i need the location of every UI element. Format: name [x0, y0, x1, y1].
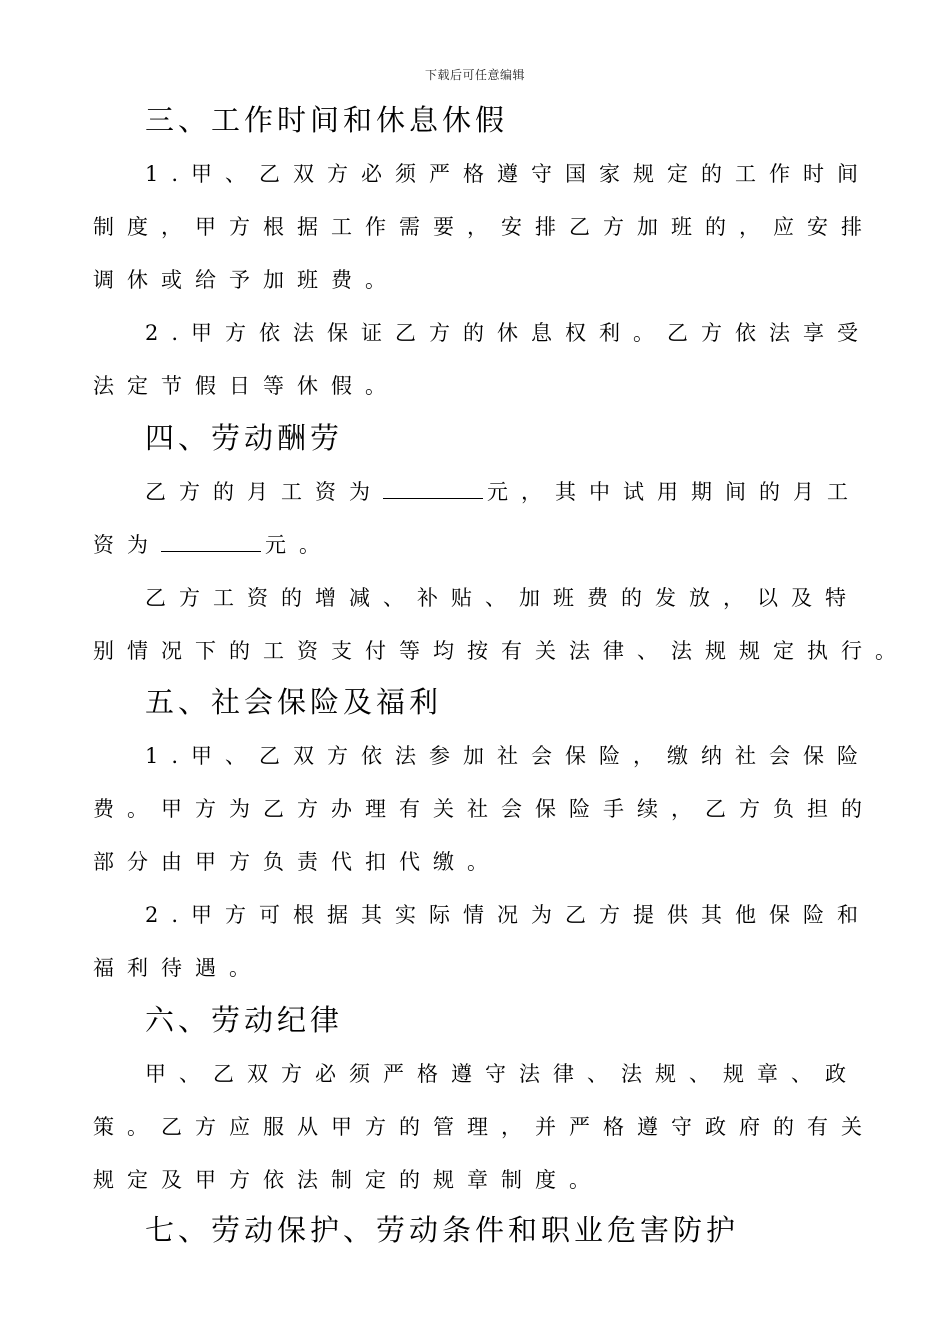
section-4-paragraph-1-line-2 [93, 529, 333, 559]
section-4-paragraph-2-line-2: 别情况下的工资支付等均按有关法律、法规规定执行。 [93, 639, 909, 663]
section-3-title: 三、工作时间和休息休假 [145, 103, 509, 137]
section-5-paragraph-2-line-1: 2.甲方可根据其实际情况为乙方提供其他保险和 [145, 903, 872, 927]
section-3-paragraph-2-line-1: 2.甲方依法保证乙方的休息权利。乙方依法享受 [145, 321, 872, 345]
probation-salary-blank[interactable] [161, 550, 261, 552]
section-3-paragraph-1-line-2: 制度，甲方根据工作需要，安排乙方加班的，应安排 [93, 215, 875, 239]
monthly-salary-blank[interactable] [383, 497, 483, 499]
section-3-paragraph-1-line-3: 调休或给予加班费。 [93, 268, 399, 292]
section-5-title: 五、社会保险及福利 [145, 685, 443, 719]
header-note: 下载后可任意编辑 [424, 68, 525, 82]
section-5-paragraph-1-line-3: 部分由甲方负责代扣代缴。 [93, 850, 501, 874]
section-4-paragraph-2-line-1: 乙方工资的增减、补贴、加班费的发放，以及特 [145, 586, 859, 610]
probation-salary-suffix: 元。 [265, 533, 333, 557]
section-3-paragraph-1-line-1: 1.甲、乙双方必须严格遵守国家规定的工作时间 [145, 162, 872, 186]
section-5-paragraph-2-line-2: 福利待遇。 [93, 956, 263, 980]
monthly-salary-label: 乙方的月工资为 [145, 480, 383, 504]
probation-salary-prefix: 资为 [93, 533, 161, 557]
section-6-paragraph-1-line-3: 规定及甲方依法制定的规章制度。 [93, 1168, 603, 1192]
probation-salary-label: 元，其中试用期间的月工 [487, 480, 861, 504]
section-6-paragraph-1-line-1: 甲、乙双方必须严格遵守法律、法规、规章、政 [145, 1062, 859, 1086]
section-7-title: 七、劳动保护、劳动条件和职业危害防护 [145, 1213, 740, 1247]
section-4-paragraph-1-line-1 [145, 476, 861, 506]
section-5-paragraph-1-line-1: 1.甲、乙双方依法参加社会保险，缴纳社会保险 [145, 744, 872, 768]
section-4-title: 四、劳动酬劳 [145, 421, 344, 455]
section-6-title: 六、劳动纪律 [145, 1003, 344, 1037]
section-6-paragraph-1-line-2: 策。乙方应服从甲方的管理，并严格遵守政府的有关 [93, 1115, 875, 1139]
section-5-paragraph-1-line-2: 费。甲方为乙方办理有关社会保险手续，乙方负担的 [93, 797, 875, 821]
section-3-paragraph-2-line-2: 法定节假日等休假。 [93, 374, 399, 398]
